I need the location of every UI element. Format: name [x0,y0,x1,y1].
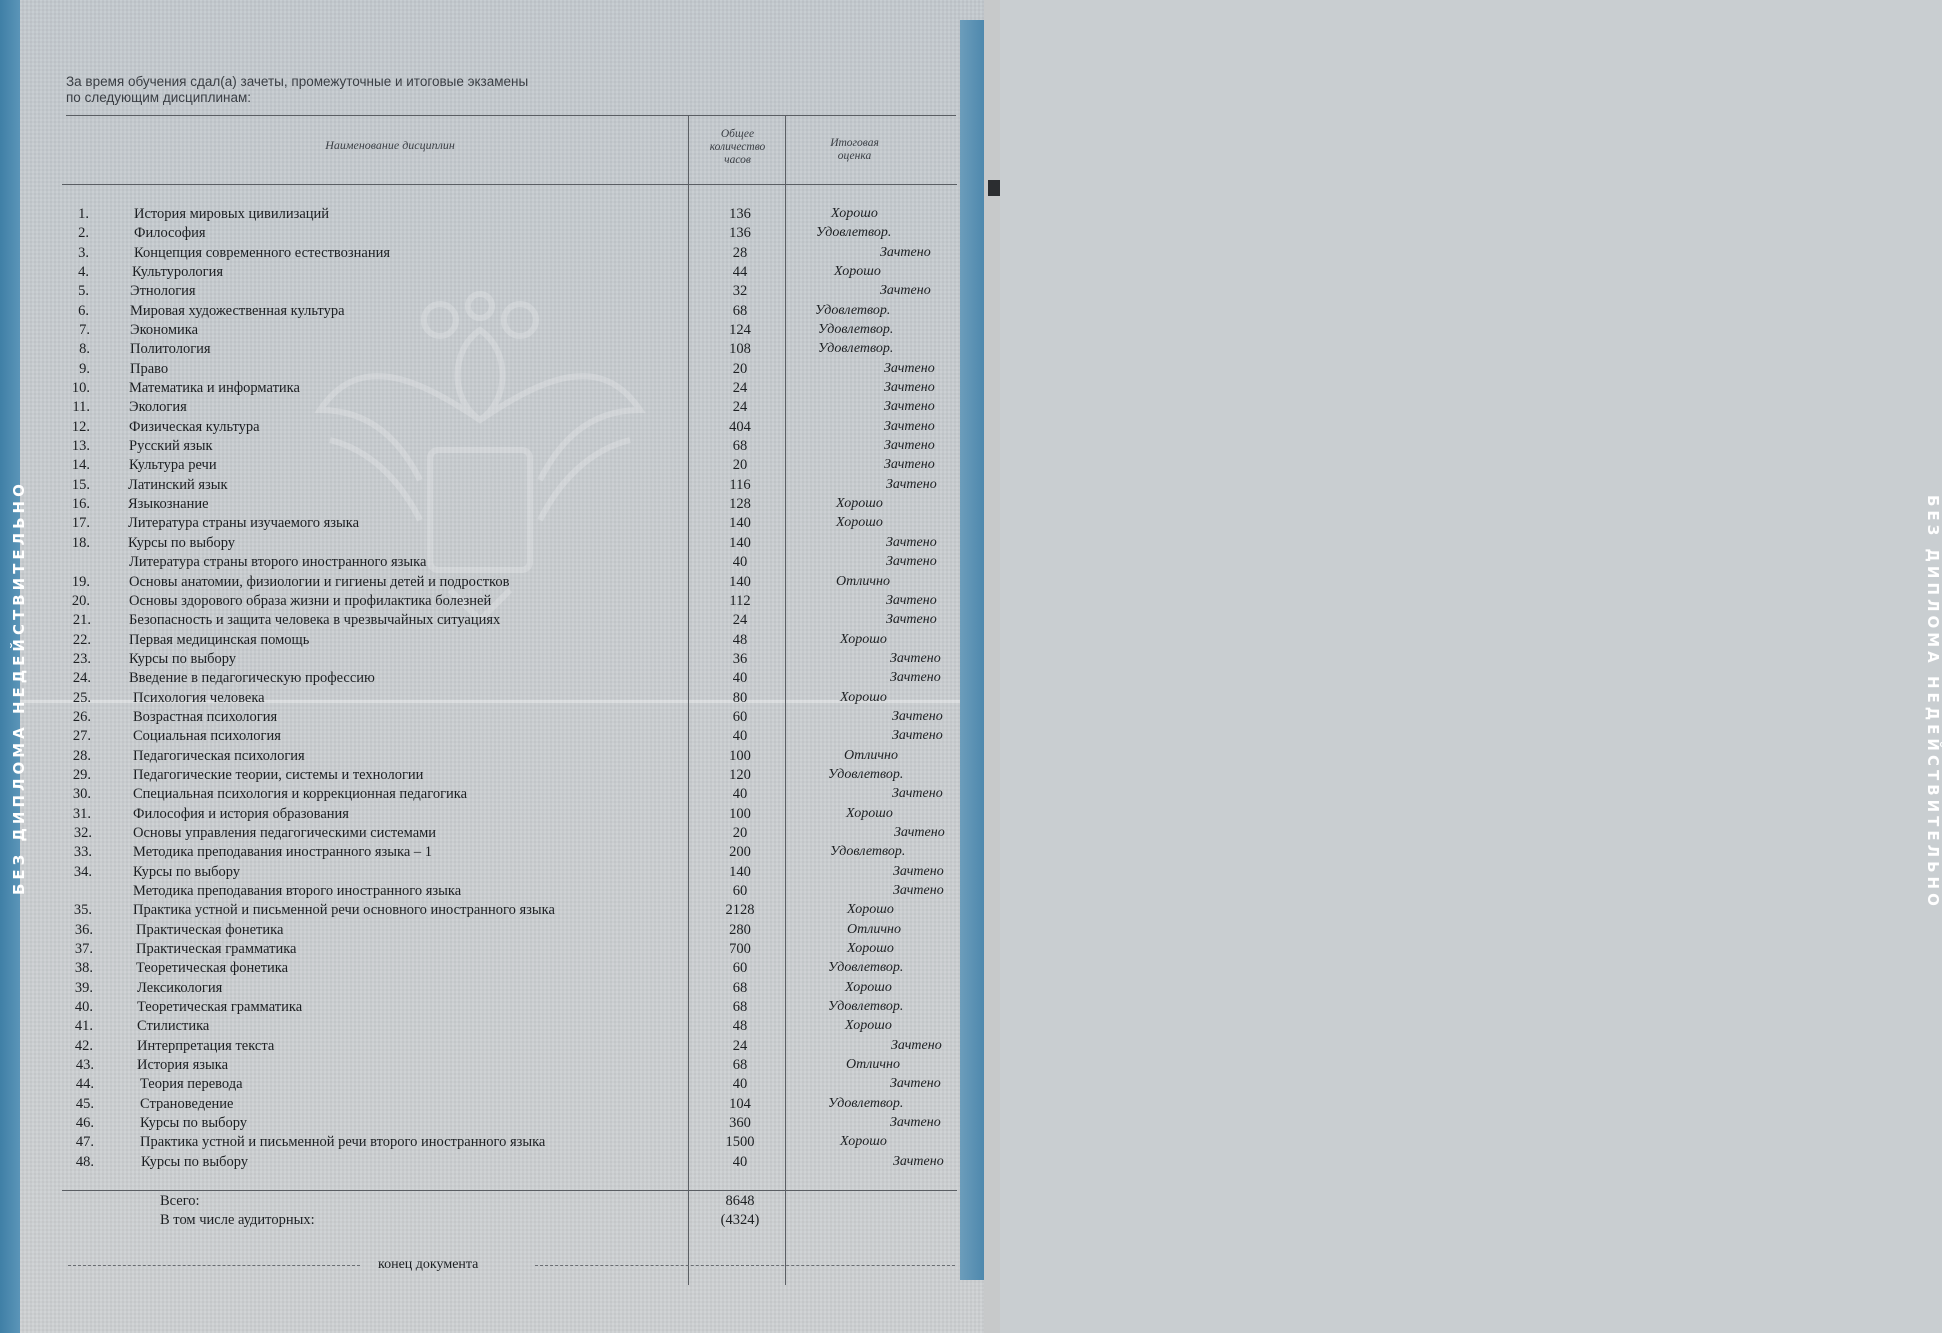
table-top-rule [66,115,956,116]
discipline-hours: 116 [729,476,751,493]
row-number: 38. [74,960,93,977]
table-row [0,399,960,417]
discipline-name: Методика преподавания иностранного языка – 1 [133,844,433,861]
table-row [0,960,960,978]
row-number: 11. [72,399,90,416]
discipline-name: Теоретическая грамматика [137,998,303,1015]
discipline-hours: 32 [732,283,748,300]
row-number: 17. [71,515,90,532]
table-row [0,380,960,398]
table-row [0,361,960,379]
row-number: 22. [72,631,91,648]
discipline-name: Интерпретация текста [137,1037,275,1054]
discipline-name: Право [130,360,169,377]
discipline-grade: Удовлетвор. [818,341,894,357]
row-number: 19. [71,573,90,590]
row-number: 48. [75,1153,94,1170]
discipline-hours: 20 [732,457,748,474]
row-number: 30. [72,786,91,803]
row-number: 35. [73,902,92,919]
discipline-name: Основы управления педагогическими системами [133,824,437,841]
discipline-name: Концепция современного естествознания [134,244,391,261]
security-strip-right [960,20,1942,1280]
discipline-grade: Хорошо [834,264,881,279]
table-row [0,806,960,824]
discipline-name: Стилистика [137,1018,210,1035]
discipline-hours: 140 [729,863,751,880]
row-number: 18. [71,534,90,551]
row-number: 3. [78,244,89,261]
discipline-grade: Хорошо [840,631,887,647]
discipline-grade: Зачтено [886,534,937,550]
discipline-grade: Удовлетвор. [818,322,894,337]
discipline-grade: Зачтено [886,554,937,570]
row-number: 25. [72,689,91,706]
discipline-hours: 104 [729,1095,751,1112]
discipline-grade: Зачтено [884,399,935,415]
row-number: 28. [72,747,91,764]
table-row [0,1115,960,1133]
discipline-grade: Хорошо [846,805,893,821]
discipline-hours: 68 [732,1057,748,1073]
discipline-grade: Отлично [844,747,898,763]
table-row [0,593,960,611]
row-number: 39. [74,979,93,996]
discipline-name: Педагогическая психология [133,747,305,764]
discipline-grade: Хорошо [840,689,887,705]
discipline-hours: 40 [732,1076,748,1093]
row-number: 34. [73,863,92,880]
table-row [0,438,960,456]
table-row [0,999,960,1017]
discipline-hours: 100 [729,747,751,764]
discipline-name: Литература страны изучаемого языка [128,515,360,532]
table-row [0,303,960,321]
discipline-grade: Зачтено [890,1076,941,1092]
row-number: 29. [72,766,91,783]
discipline-hours: 136 [729,206,751,222]
table-row [0,980,960,998]
table-row [0,728,960,746]
table-row [0,1018,960,1036]
discipline-grade: Зачтено [884,380,935,396]
discipline-hours: 40 [732,670,748,687]
discipline-name: Русский язык [129,438,213,455]
table-row [0,574,960,592]
row-number: 8. [79,341,90,358]
table-row [0,206,960,224]
row-number: 14. [71,457,90,474]
discipline-hours: 40 [732,1153,748,1170]
discipline-hours: 80 [732,689,748,706]
discipline-grade: Зачтено [893,882,944,898]
end-rule-left [68,1265,360,1266]
discipline-hours: 28 [732,244,748,261]
discipline-hours: 60 [732,882,748,899]
discipline-name: Безопасность и защита человека в чрезвычайных ситуациях [129,612,501,629]
discipline-name: Социальная психология [133,728,281,745]
discipline-grade: Зачтено [884,457,935,473]
discipline-hours: 44 [732,264,748,280]
discipline-hours: 108 [729,341,751,358]
discipline-grade: Удовлетвор. [828,1095,904,1111]
discipline-hours: 20 [732,360,748,377]
discipline-name: Латинский язык [128,476,228,493]
table-row [0,283,960,301]
row-number: 6. [78,302,89,319]
strip-text-right: БЕЗ ДИПЛОМА НЕДЕЙСТВИТЕЛЬНО [1924,495,1942,910]
discipline-hours: 20 [732,824,748,841]
discipline-grade: Зачтено [886,612,937,628]
row-number: 33. [73,844,92,861]
row-number: 2. [78,225,89,242]
discipline-hours: 112 [729,592,751,609]
discipline-hours: 136 [729,225,751,242]
discipline-grade: Зачтено [890,650,941,666]
table-row [0,457,960,475]
table-row [0,748,960,766]
discipline-name: Специальная психология и коррекционная педагогика [133,786,468,803]
discipline-grade: Зачтено [894,824,945,840]
discipline-hours: 68 [732,979,748,996]
discipline-hours: 48 [732,631,748,648]
row-number: 21. [72,612,91,629]
discipline-grade: Зачтено [884,438,935,454]
table-row [0,612,960,630]
table-row [0,632,960,650]
discipline-hours: 36 [732,650,748,667]
discipline-grade: Удовлетвор. [830,844,906,860]
end-rule-right [535,1265,955,1266]
table-row [0,496,960,514]
discipline-hours: 700 [729,940,751,957]
row-number: 31. [72,805,91,822]
discipline-hours: 280 [729,921,751,938]
row-number: 44. [75,1076,94,1093]
discipline-name: Мировая художественная культура [130,302,345,319]
discipline-grade: Отлично [836,573,890,589]
row-number: 45. [75,1095,94,1112]
discipline-name: Практика устной и письменной речи второго иностранного языка [140,1134,546,1151]
row-number: 5. [78,283,89,300]
table-row [0,1038,960,1056]
discipline-grade: Зачтено [890,1115,941,1130]
discipline-grade: Удовлетвор. [815,302,891,318]
strip-text-left: БЕЗ ДИПЛОМА НЕДЕЙСТВИТЕЛЬНО [10,480,28,895]
row-number: 15. [71,476,90,493]
table-row [0,225,960,243]
table-row [0,902,960,920]
table-row [0,767,960,785]
discipline-hours: 1500 [725,1134,755,1151]
discipline-hours: 68 [732,302,748,319]
discipline-hours: 100 [729,805,751,822]
discipline-name: Лексикология [137,979,223,996]
discipline-name: Возрастная психология [133,708,278,725]
table-row [0,1076,960,1094]
table-row [0,1154,960,1172]
total-label: Всего: [160,1193,200,1209]
discipline-hours: 60 [732,708,748,725]
row-number: 46. [75,1115,94,1131]
table-row [0,1057,960,1075]
intro-line-1: За время обучения сдал(а) зачеты, промежуточные и итоговые экзамены [66,74,529,89]
discipline-hours: 24 [732,612,748,629]
row-number: 26. [72,708,91,725]
discipline-hours: 68 [732,438,748,455]
discipline-name: Математика и информатика [129,380,300,397]
row-number: 41. [74,1018,93,1035]
discipline-grade: Зачтено [892,708,943,724]
discipline-grade: Хорошо [845,979,892,995]
table-row [0,554,960,572]
discipline-name: Курсы по выбору [140,1115,248,1131]
row-number: 16. [71,496,90,513]
discipline-grade: Зачтено [892,728,943,744]
discipline-hours: 68 [732,998,748,1015]
row-number: 9. [79,360,90,377]
discipline-name: История мировых цивилизаций [134,206,330,222]
discipline-grade: Зачтено [880,283,931,299]
row-number: 24. [72,670,91,687]
table-row [0,515,960,533]
discipline-hours: 40 [732,728,748,745]
row-number: 23. [72,650,91,667]
discipline-grade: Хорошо [845,1018,892,1034]
discipline-grade: Зачтено [884,418,935,434]
row-number: 27. [72,728,91,745]
table-row [0,1096,960,1114]
table-row [0,922,960,940]
total-value: 8648 [725,1193,755,1209]
discipline-hours: 200 [729,844,751,861]
row-number: 10. [71,380,90,397]
discipline-hours: 24 [732,1037,748,1054]
discipline-name: История языка [137,1057,229,1073]
table-row [0,1134,960,1152]
discipline-grade: Зачтено [880,244,931,260]
discipline-name: Культура речи [129,457,217,474]
intro-text [66,74,528,106]
auditory-value: (4324) [720,1212,760,1228]
discipline-name: Практическая фонетика [136,921,284,938]
discipline-hours: 124 [729,322,751,338]
discipline-grade: Хорошо [847,940,894,956]
discipline-grade: Хорошо [840,1134,887,1150]
discipline-hours: 24 [732,399,748,416]
discipline-name: Методика преподавания второго иностранного языка [133,882,462,899]
row-number: 7. [79,322,90,338]
discipline-grade: Удовлетвор. [828,960,904,976]
row-number: 32. [73,824,92,841]
table-row [0,477,960,495]
table-row [0,941,960,959]
table-row [0,341,960,359]
page-edge [984,0,1000,1333]
discipline-name: Страноведение [140,1095,234,1112]
discipline-hours: 360 [729,1115,751,1131]
table-row [0,844,960,862]
discipline-grade: Отлично [847,921,901,937]
table-row [0,864,960,882]
row-number: 4. [78,264,89,280]
table-row [0,786,960,804]
discipline-grade: Хорошо [836,496,883,512]
table-row [0,419,960,437]
discipline-grade: Зачтено [890,670,941,686]
discipline-grade: Удовлетвор. [828,766,904,782]
discipline-grade: Хорошо [836,515,883,531]
discipline-name: Курсы по выбору [133,863,241,880]
discipline-hours: 24 [732,380,748,397]
table-row [0,245,960,263]
table-row [0,690,960,708]
discipline-grade: Зачтено [893,863,944,879]
discipline-name: Основы здорового образа жизни и профилактика болезней [129,592,492,609]
discipline-name: Политология [130,341,211,358]
discipline-name: Курсы по выбору [129,650,237,667]
discipline-name: Литература страны второго иностранного языка [129,554,427,571]
discipline-hours: 404 [729,418,751,435]
header-discipline: Наименование дисциплин [325,138,455,152]
discipline-hours: 48 [732,1018,748,1035]
table-row [0,651,960,669]
discipline-name: Теоретическая фонетика [136,960,289,977]
discipline-hours: 140 [729,573,751,590]
discipline-grade: Удовлетвор. [828,998,904,1014]
discipline-name: Теория перевода [140,1076,243,1093]
discipline-hours: 120 [729,766,751,783]
discipline-name: Основы анатомии, физиологии и гигиены детей и подростков [129,573,510,590]
row-number: 20. [71,592,90,609]
discipline-hours: 128 [729,496,751,513]
row-number: 37. [74,940,93,957]
discipline-name: Этнология [130,283,196,300]
table-row [0,322,960,340]
row-number: 12. [71,418,90,435]
discipline-name: Культурология [132,264,224,280]
discipline-name: Введение в педагогическую профессию [129,670,375,687]
table-row [0,825,960,843]
discipline-name: Философия и история образования [133,805,349,822]
discipline-name: Экономика [130,322,199,338]
table-row [0,883,960,901]
table-row [0,670,960,688]
table-row [0,264,960,282]
end-of-document: конец документа [378,1257,479,1272]
table-bottom-rule [62,1190,957,1191]
discipline-name: Педагогические теории, системы и технологии [133,766,424,783]
discipline-name: Физическая культура [129,418,260,435]
discipline-hours: 2128 [725,902,755,919]
discipline-grade: Зачтено [891,1037,942,1053]
row-number: 40. [74,998,93,1015]
discipline-name: Языкознание [128,496,209,513]
discipline-name: Практическая грамматика [136,940,297,957]
discipline-grade: Зачтено [884,360,935,376]
discipline-name: Практика устной и письменной речи основного иностранного языка [133,902,555,919]
row-number: 36. [74,921,93,938]
auditory-label: В том числе аудиторных: [160,1212,315,1228]
discipline-hours: 40 [732,554,748,571]
discipline-grade: Хорошо [831,206,878,221]
discipline-grade: Зачтено [886,476,937,492]
header-bottom-rule [62,184,957,185]
discipline-grade: Зачтено [886,592,937,608]
discipline-grade: Хорошо [847,902,894,918]
discipline-name: Психология человека [133,689,265,706]
discipline-name: Курсы по выбору [128,534,236,551]
discipline-name: Экология [129,399,187,416]
row-number: 47. [75,1134,94,1151]
discipline-hours: 60 [732,960,748,977]
discipline-grade: Отлично [846,1057,900,1072]
row-number: 13. [71,438,90,455]
discipline-hours: 140 [729,534,751,551]
discipline-grade: Удовлетвор. [816,225,892,241]
discipline-grade: Зачтено [893,1153,944,1169]
discipline-grade: Зачтено [892,786,943,802]
discipline-name: Первая медицинская помощь [129,631,310,648]
discipline-hours: 40 [732,786,748,803]
table-row [0,535,960,553]
table-row [0,709,960,727]
intro-line-2: по следующим дисциплинам: [66,90,252,105]
row-number: 42. [74,1037,93,1054]
header-hours: Общее количество часов [709,128,766,166]
discipline-name: Философия [134,225,206,242]
discipline-hours: 140 [729,515,751,532]
row-number: 43. [75,1057,94,1073]
header-grade: Итоговая оценка [830,137,879,162]
row-number: 1. [78,206,89,222]
discipline-name: Курсы по выбору [141,1153,249,1170]
